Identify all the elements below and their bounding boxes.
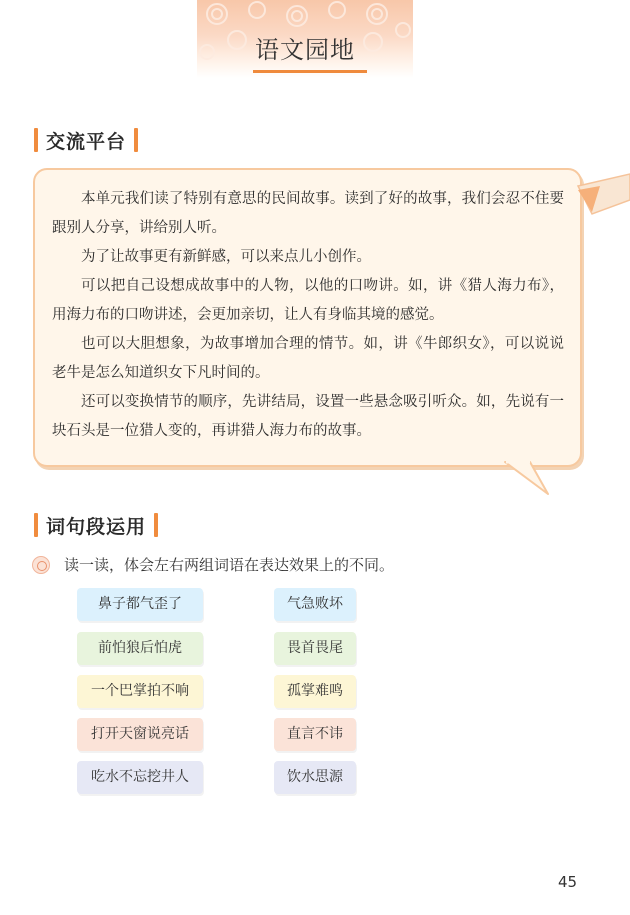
header-bar-left xyxy=(34,128,38,152)
word-card-right: 孤掌难鸣 xyxy=(274,675,356,708)
section-header-words xyxy=(34,512,158,538)
word-card-right: 气急败坏 xyxy=(274,588,356,621)
word-card-left: 一个巴掌拍不响 xyxy=(77,675,203,708)
word-card-right: 饮水思源 xyxy=(274,761,356,794)
page-title: 语文园地 xyxy=(255,36,355,64)
paragraph: 还可以变换情节的顺序，先讲结局，设置一些悬念吸引听众。如，先说有一块石头是一位猎人变的，再讲猎人海力布的故事。 xyxy=(52,394,564,439)
word-card-left: 鼻子都气歪了 xyxy=(77,588,203,621)
instruction-text: 读一读，体会左右两组词语在表达效果上的不同。 xyxy=(64,556,395,574)
paragraph: 可以把自己设想成故事中的人物，以他的口吻讲。如，讲《猎人海力布》，用海力布的口吻讲述，会更加亲切，让人有身临其境的感觉。 xyxy=(52,278,564,323)
page-number: 45 xyxy=(558,873,578,891)
header-bar-right xyxy=(134,128,138,152)
bubble-text xyxy=(52,185,564,446)
title-underline xyxy=(253,70,367,73)
word-card-left: 吃水不忘挖井人 xyxy=(77,761,203,794)
word-card-left: 打开天窗说亮话 xyxy=(77,718,203,751)
paragraph: 为了让故事更有新鲜感，可以来点儿小创作。 xyxy=(81,249,371,265)
word-card-right: 直言不讳 xyxy=(274,718,356,751)
exercise-instruction xyxy=(32,554,394,575)
section-title: 词句段运用 xyxy=(46,515,147,538)
word-card-left: 前怕狼后怕虎 xyxy=(77,632,203,665)
paragraph: 也可以大胆想象，为故事增加合理的情节。如，讲《牛郎织女》，可以说说老牛是怎么知道织女下凡时间的。 xyxy=(52,336,564,381)
header-bar-left xyxy=(34,513,38,537)
title-banner xyxy=(197,0,413,78)
paragraph: 本单元我们读了特别有意思的民间故事。读到了好的故事，我们会忍不住要跟别人分享，讲给别人听。 xyxy=(52,191,564,236)
flower-bullet-icon xyxy=(32,556,50,574)
section-header-exchange xyxy=(34,127,138,153)
word-card-right: 畏首畏尾 xyxy=(274,632,356,665)
header-bar-right xyxy=(154,513,158,537)
section-title: 交流平台 xyxy=(46,130,127,153)
